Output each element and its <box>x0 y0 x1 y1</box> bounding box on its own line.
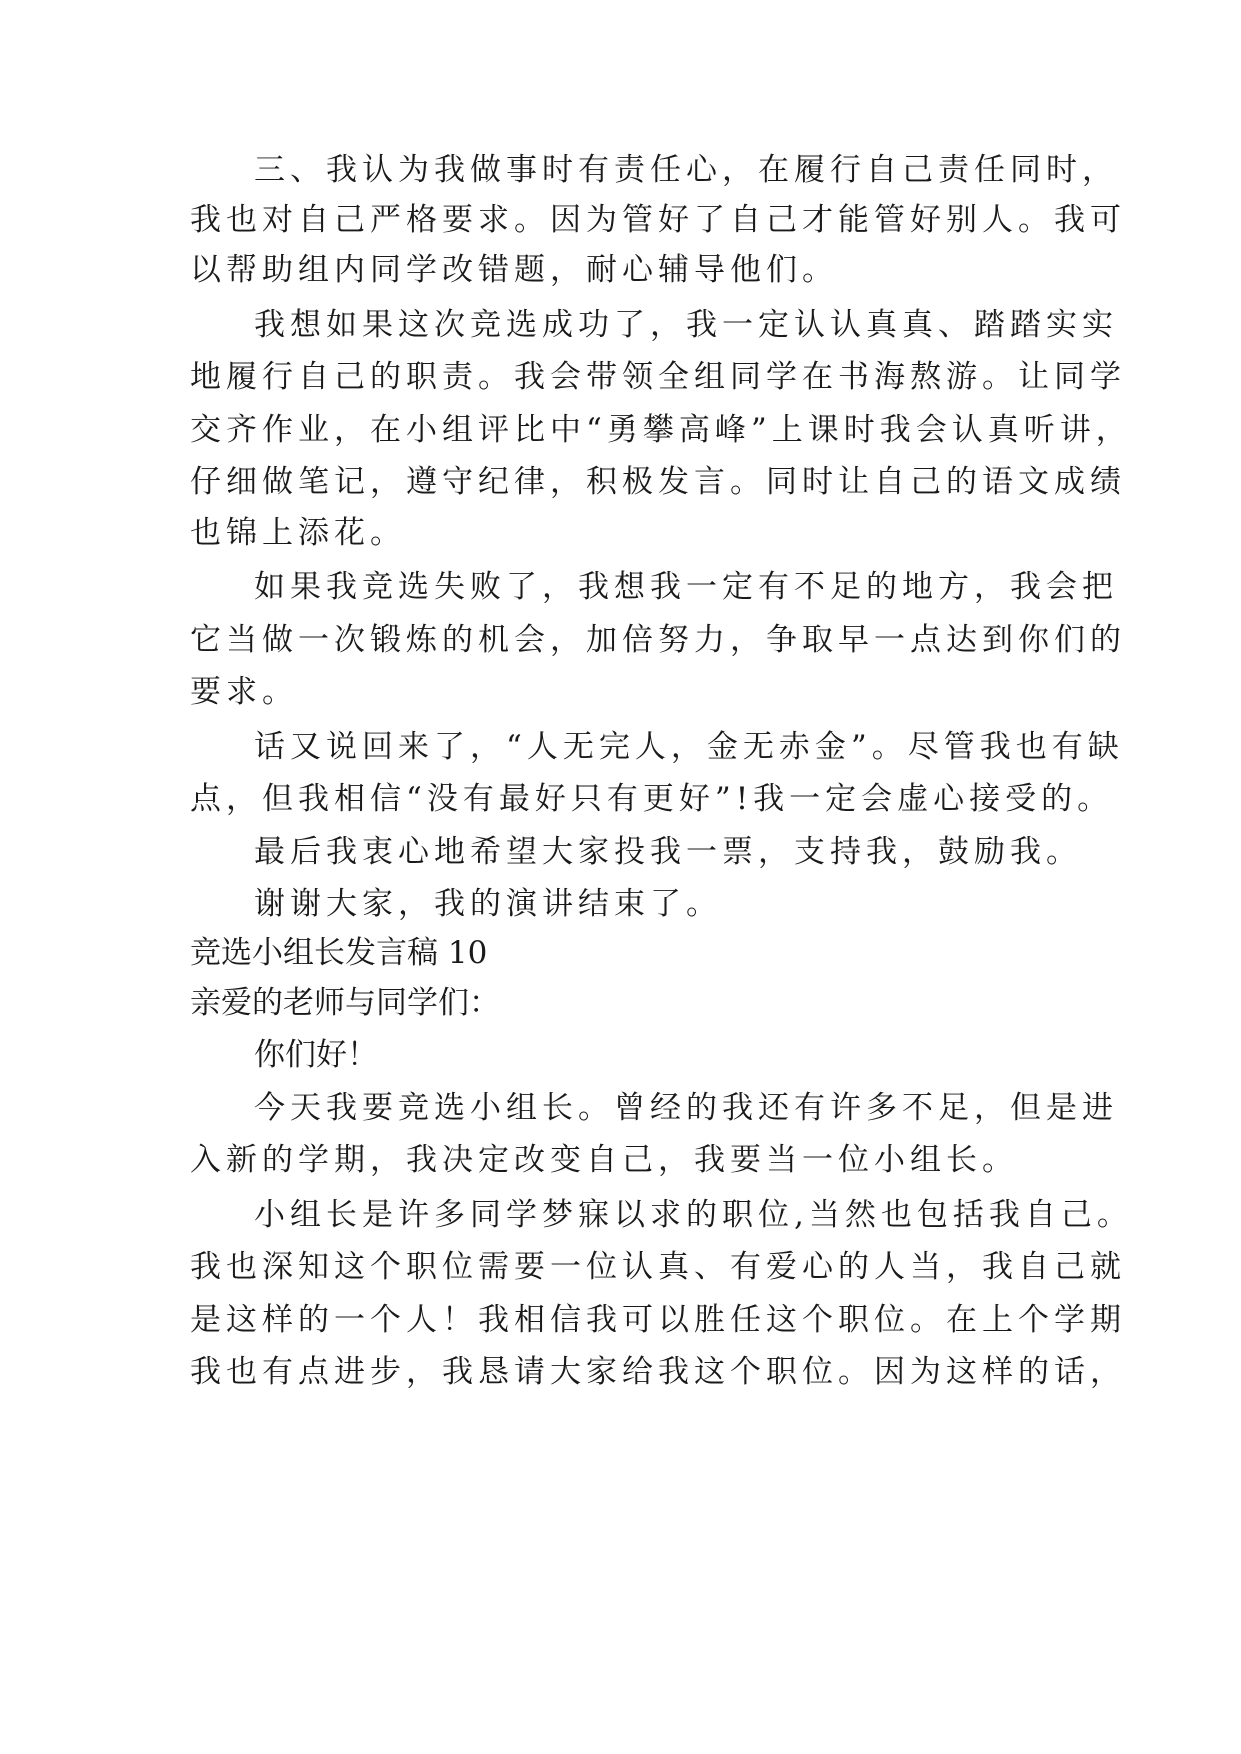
paragraph-line: 仔细做笔记，遵守纪律，积极发言。同时让自己的语文成绩 <box>190 464 1126 500</box>
paragraph-line: 我也有点进步，我恳请大家给我这个职位。因为这样的话， <box>190 1354 1126 1390</box>
paragraph-line: 如果我竞选失败了，我想我一定有不足的地方，我会把 <box>254 569 1118 605</box>
paragraph-line: 今天我要竞选小组长。曾经的我还有许多不足，但是进 <box>254 1090 1118 1126</box>
salutation: 亲爱的老师与同学们： <box>190 985 500 1021</box>
greeting: 你们好！ <box>254 1037 378 1073</box>
paragraph-line: 是这样的一个人！我相信我可以胜任这个职位。在上个学期 <box>190 1302 1126 1338</box>
paragraph-line: 三、我认为我做事时有责任心，在履行自己责任同时， <box>254 152 1118 188</box>
paragraph-line: 交齐作业，在小组评比中“勇攀高峰”上课时我会认真听讲， <box>190 412 1132 448</box>
paragraph-line: 也锦上添花。 <box>190 515 406 551</box>
paragraph-line: 点，但我相信“没有最好只有更好”!我一定会虚心接受的。 <box>190 781 1114 817</box>
paragraph-line: 话又说回来了，“人无完人，金无赤金”。尽管我也有缺 <box>254 729 1124 765</box>
paragraph-line: 地履行自己的职责。我会带领全组同学在书海熬游。让同学 <box>190 359 1126 395</box>
paragraph-line: 它当做一次锻炼的机会，加倍努力，争取早一点达到你们的 <box>190 622 1126 658</box>
paragraph-line: 小组长是许多同学梦寐以求的职位,当然也包括我自己。 <box>254 1197 1133 1233</box>
paragraph-line: 以帮助组内同学改错题，耐心辅导他们。 <box>190 252 838 288</box>
section-heading: 竞选小组长发言稿 10 <box>190 935 488 971</box>
paragraph-line: 入新的学期，我决定改变自己，我要当一位小组长。 <box>190 1142 1018 1178</box>
paragraph-line: 我也对自己严格要求。因为管好了自己才能管好别人。我可 <box>190 202 1126 238</box>
paragraph-line: 我也深知这个职位需要一位认真、有爱心的人当，我自己就 <box>190 1249 1126 1285</box>
paragraph-line: 我想如果这次竞选成功了，我一定认认真真、踏踏实实 <box>254 307 1118 343</box>
paragraph-line: 要求。 <box>190 674 298 710</box>
paragraph-line: 谢谢大家，我的演讲结束了。 <box>254 886 722 922</box>
paragraph-line: 最后我衷心地希望大家投我一票，支持我，鼓励我。 <box>254 834 1082 870</box>
